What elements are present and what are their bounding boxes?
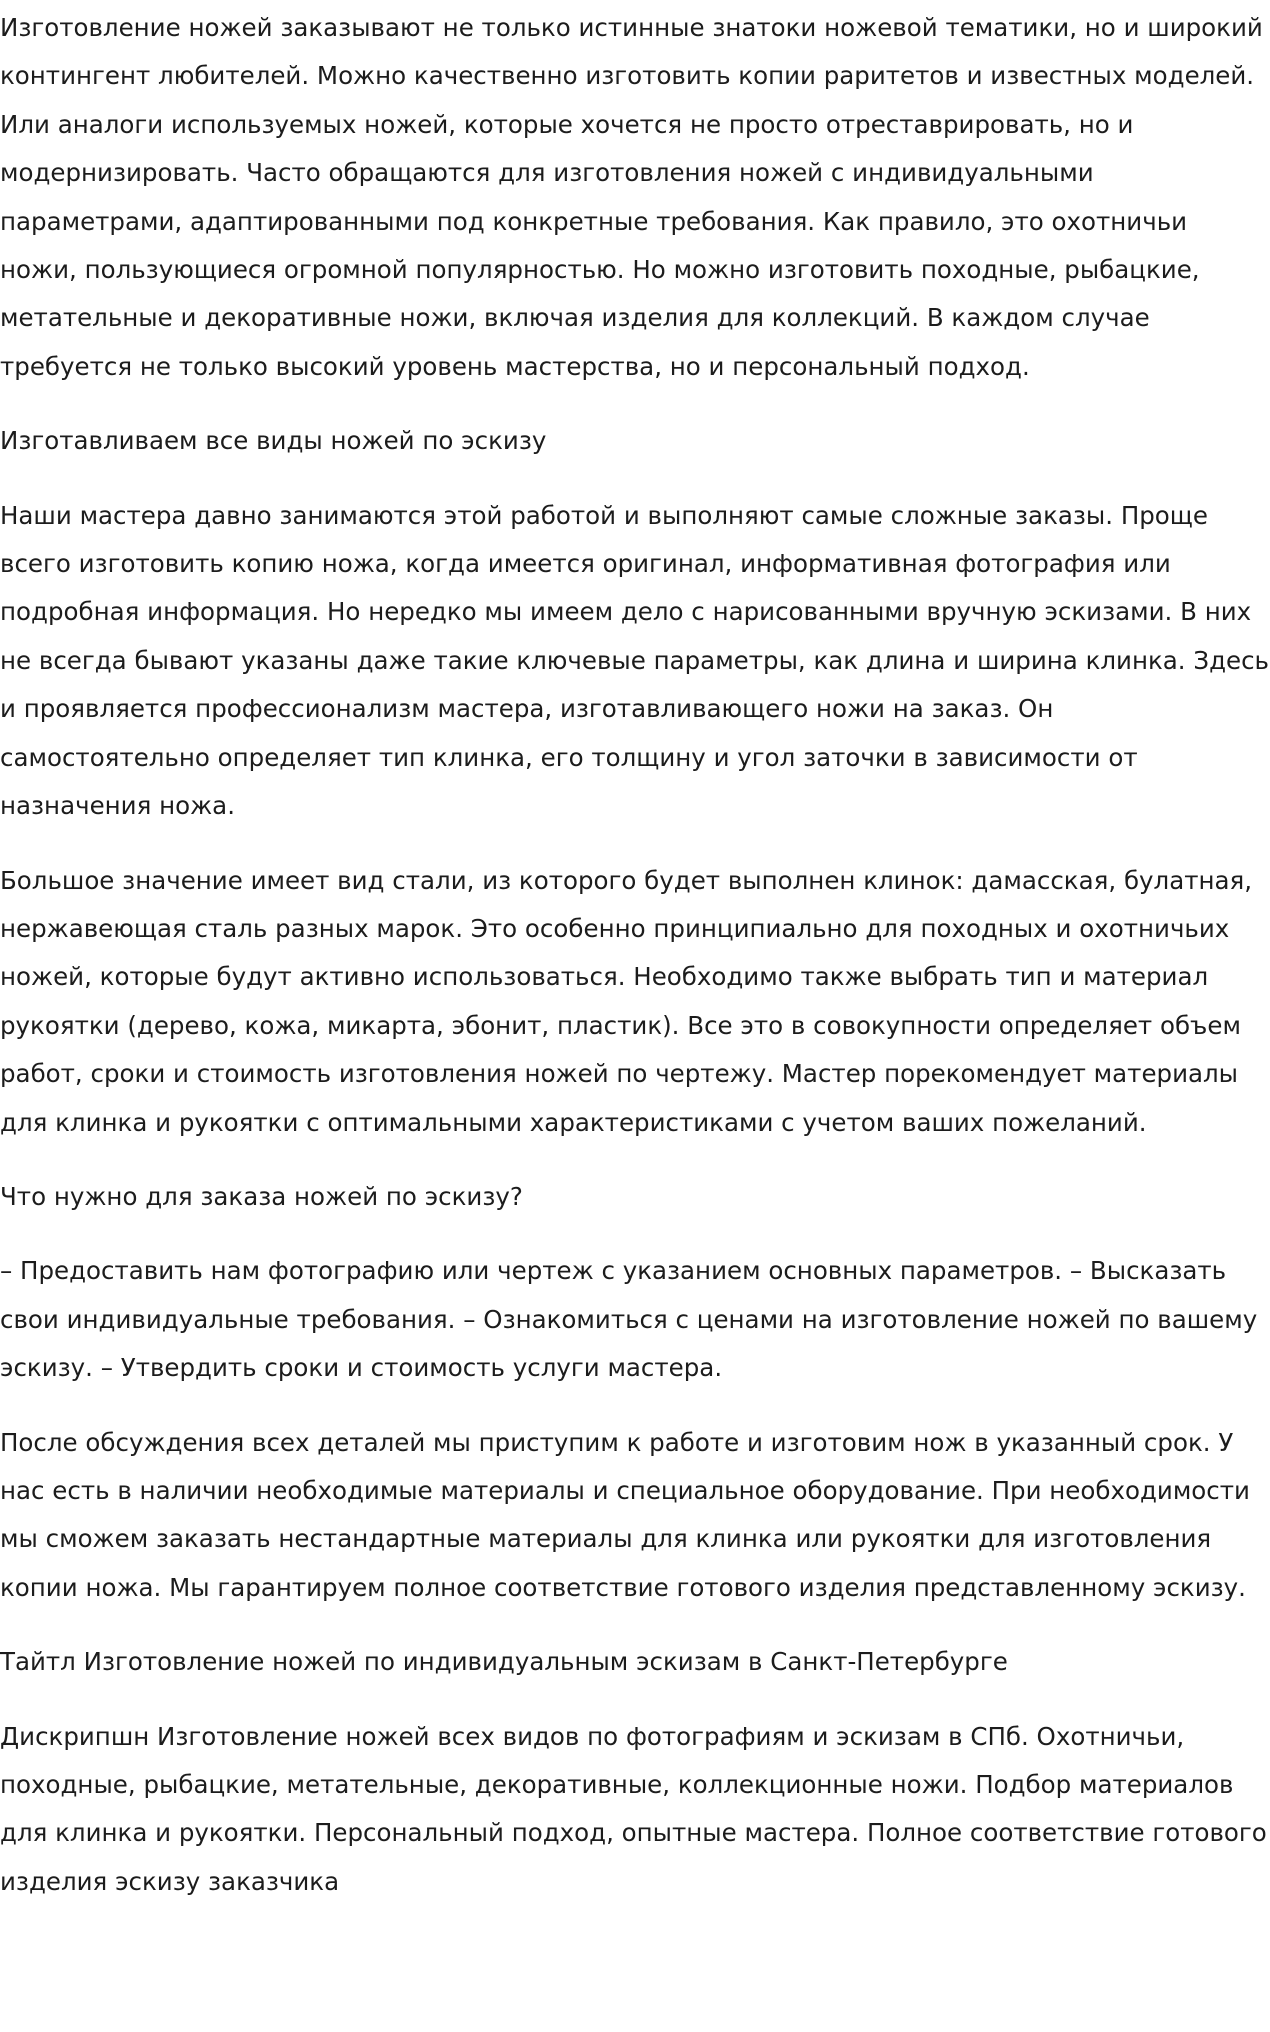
steel-paragraph: Большое значение имеет вид стали, из которого будет выполнен клинок: дамасская, булатная, нержавеющая сталь разных марок. Это особенно принципиально для походных и охотничьих ножей, которые будут активно использоваться. Необходимо также выбрать тип и материал рукоятки (дерево, кожа, микарта, эбонит, пластик). Все это в совокупности определяет объем работ, сроки и стоимость изготовления ножей по чертежу. Мастер порекомендует материалы для клинка и рукоятки с оптимальными характеристиками с учетом ваших пожеланий. (0, 865, 1253, 1137)
order-steps-paragraph: – Предоставить нам фотографию или чертеж с указанием основных параметров. – Высказать свои индивидуальные требования. – Ознакомиться с ценами на изготовление ножей по вашему эскизу. – Утвердить сроки и стоимость услуги мастера. (0, 1256, 1258, 1383)
intro-paragraph: Изготовление ножей заказывают не только истинные знатоки ножевой тематики, но и широкий контингент любителей. Можно качественно изготовить копии раритетов и известных моделей. Или аналоги используемых ножей, которые хочется не просто отреставрировать, но и модернизировать. Часто обращаются для изготовления ножей с индивидуальными параметрами, адаптированными под конкретные требования. Как правило, это охотничьи ножи, пользующиеся огромной популярностью. Но можно изготовить походные, рыбацкие, метательные и декоративные ножи, включая изделия для коллекций. В каждом случае требуется не только высокий уровень мастерства, но и персональный подход. (0, 13, 1263, 381)
after-discussion-paragraph: После обсуждения всех деталей мы приступим к работе и изготовим нож в указанный срок. У нас есть в наличии необходимые материалы и специальное оборудование. При необходимости мы сможем заказать нестандартные материалы для клинка или рукоятки для изготовления копии ножа. Мы гарантируем полное соответствие готового изделия представленному эскизу. (0, 1427, 1250, 1602)
masters-paragraph: Наши мастера давно занимаются этой работой и выполняют самые сложные заказы. Проще всего изготовить копию ножа, когда имеется оригинал, информативная фотография или подробная информация. Но нередко мы имеем дело с нарисованными вручную эскизами. В них не всегда бывают указаны даже такие ключевые параметры, как длина и ширина клинка. Здесь и проявляется профессионализм мастера, изготавливающего ножи на заказ. Он самостоятельно определяет тип клинка, его толщину и угол заточки в зависимости от назначения ножа. (0, 500, 1269, 821)
meta-description-paragraph: Дискрипшн Изготовление ножей всех видов по фотографиям и эскизам в СПб. Охотничьи, походные, рыбацкие, метательные, декоративные, коллекционные ножи. Подбор материалов для клинка и рукоятки. Персональный подход, опытные мастера. Полное соответствие готового изделия эскизу заказчика (0, 1721, 1267, 1896)
meta-title-line: Тайтл Изготовление ножей по индивидуальным эскизам в Санкт-Петербурге (0, 1647, 1008, 1677)
document-body (0, 4, 1270, 1906)
section-heading-sketch: Изготавливаем все виды ножей по эскизу (0, 426, 547, 456)
section-heading-order: Что нужно для заказа ножей по эскизу? (0, 1181, 523, 1211)
